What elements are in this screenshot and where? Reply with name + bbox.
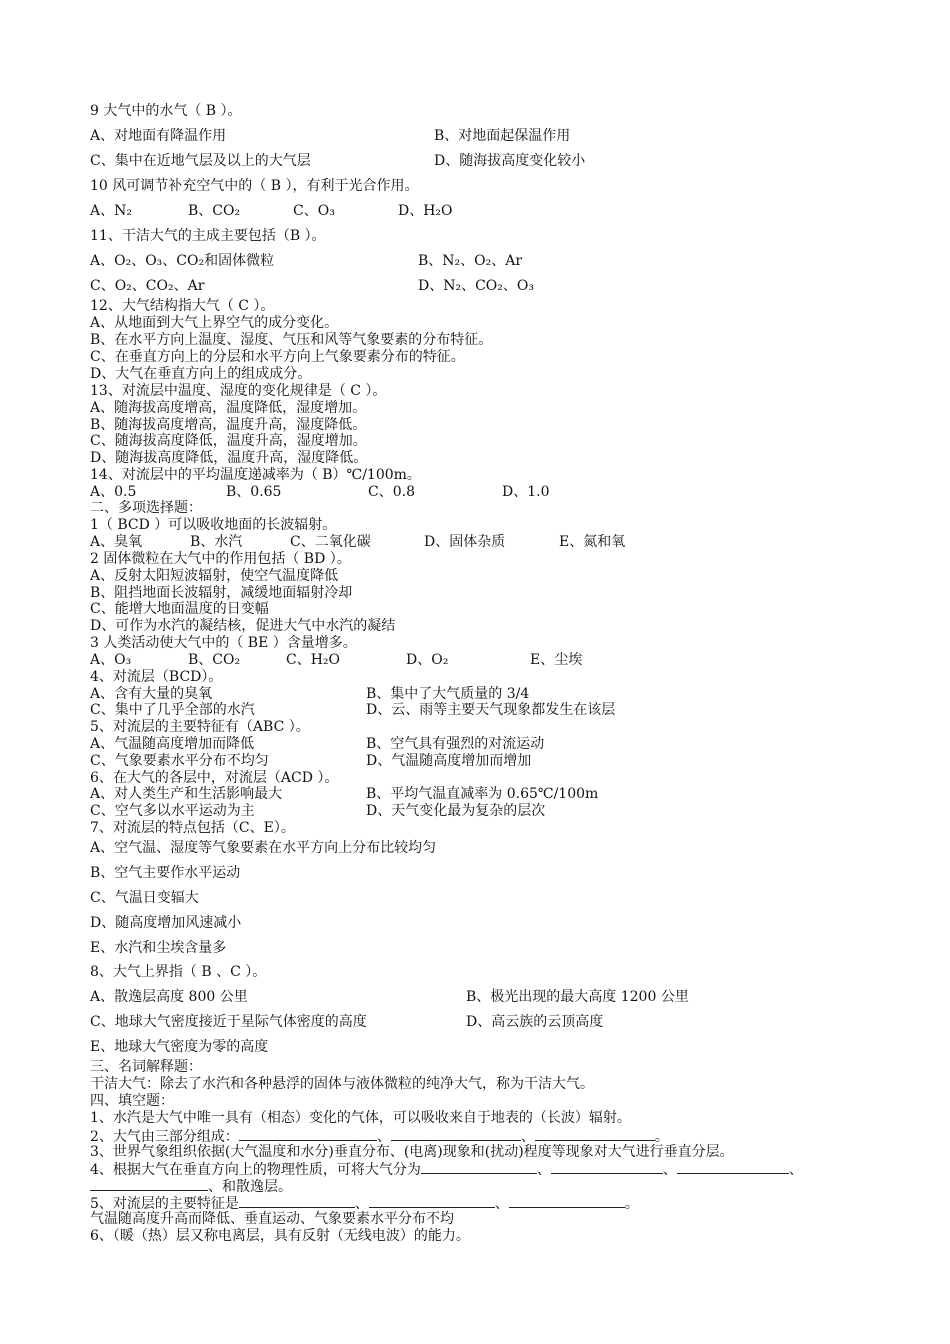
option-c: C、气温日变辐大 xyxy=(90,890,199,906)
option-a: A、O₂、O₃、CO₂和固体微粒 xyxy=(90,253,275,269)
option-c: C、二氧化碳 xyxy=(290,534,371,550)
option-d: D、气温随高度增加而增加 xyxy=(366,753,532,769)
option-c: C、地球大气密度接近于星际气体密度的高度 xyxy=(90,1014,367,1030)
option-a: A、空气温、湿度等气象要素在水平方向上分布比较均匀 xyxy=(90,840,437,856)
option-a: A、对地面有降温作用 xyxy=(90,128,227,144)
fill-3: 3、世界气象组织依据(大气温度和水分)垂直分布、(电离)现象和(扰动)程度等现象对大气进行垂直分层。 xyxy=(90,1144,734,1160)
m5-options-ab xyxy=(90,736,544,752)
question-7: 7、对流层的特点包括（C、E）。 xyxy=(90,820,295,836)
question-3: 3 人类活动使大气中的（ BE ）含量增多。 xyxy=(90,635,357,651)
q9-options-cd xyxy=(90,153,585,169)
option-b: B、空气主要作水平运动 xyxy=(90,865,241,881)
fill-5 xyxy=(90,1194,639,1212)
answer-blank xyxy=(551,1160,663,1174)
option-b: B、CO₂ xyxy=(188,652,241,668)
question-8: 8、大气上界指（ B 、C ）。 xyxy=(90,964,267,980)
option-d: D、高云族的云顶高度 xyxy=(466,1014,604,1030)
question-13: 13、对流层中温度、湿度的变化规律是（ C ）。 xyxy=(90,383,387,399)
answer-blank xyxy=(421,1160,537,1174)
fill-4 xyxy=(90,1160,803,1178)
option-c: C、O₃ xyxy=(293,203,335,219)
answer-blank xyxy=(90,1177,208,1191)
option-d: D、H₂O xyxy=(398,203,453,219)
fill-2-text: 2、大气由三部分组成： xyxy=(90,1129,239,1145)
m3-options xyxy=(90,652,582,668)
option-a: A、散逸层高度 800 公里 xyxy=(90,989,248,1005)
question-12: 12、大气结构指大气（ C ）。 xyxy=(90,298,275,314)
option-a: A、N₂ xyxy=(90,203,132,219)
option-a: A、从地面到大气上界空气的成分变化。 xyxy=(90,315,339,331)
option-d: D、O₂ xyxy=(406,652,449,668)
option-c: C、气象要素水平分布不均匀 xyxy=(90,753,269,769)
q11-options-ab xyxy=(90,253,522,269)
option-c: C、在垂直方向上的分层和水平方向上气象要素分布的特征。 xyxy=(90,349,465,365)
option-c: C、O₂、CO₂、Ar xyxy=(90,278,205,294)
m6-options-ab xyxy=(90,786,598,802)
option-b: B、水汽 xyxy=(190,534,243,550)
section-heading: 四、填空题： xyxy=(90,1093,174,1109)
option-b: B、N₂、O₂、Ar xyxy=(418,253,523,269)
question-9: 9 大气中的水气（ B ）。 xyxy=(90,103,242,119)
m4-options-cd xyxy=(90,702,615,718)
option-a: A、对人类生产和生活影响最大 xyxy=(90,786,283,802)
option-b: B、对地面起保温作用 xyxy=(434,128,571,144)
option-b: B、极光出现的最大高度 1200 公里 xyxy=(466,989,689,1005)
m6-options-cd xyxy=(90,803,545,819)
answer-blank xyxy=(239,1194,355,1208)
option-d: D、随海拔高度降低，温度升高，湿度降低。 xyxy=(90,450,368,466)
option-b: B、平均气温直减率为 0.65℃/100m xyxy=(366,786,599,802)
separator: 、 xyxy=(376,1129,391,1145)
fill-6: 6、（暖（热）层又称电离层，具有反射（无线电波）的能力。 xyxy=(90,1228,470,1244)
option-e: E、尘埃 xyxy=(530,652,583,668)
option-c: C、H₂O xyxy=(286,652,341,668)
question-11: 11、干洁大气的主成主要包括（B ）。 xyxy=(90,228,326,244)
separator: 、 xyxy=(494,1196,509,1212)
q9-options-ab xyxy=(90,128,570,144)
fill-1: 1、水汽是大气中唯一具有（相态）变化的气体，可以吸收来自于地表的（长波）辐射。 xyxy=(90,1110,631,1126)
option-a: A、气温随高度增加而降低 xyxy=(90,736,255,752)
option-d: D、随海拔高度变化较小 xyxy=(434,153,586,169)
option-c: C、能增大地面温度的日变幅 xyxy=(90,601,269,617)
option-a: A、O₃ xyxy=(90,652,132,668)
answer-blank xyxy=(677,1160,789,1174)
option-d: D、可作为水汽的凝结核，促进大气中水汽的凝结 xyxy=(90,618,396,634)
option-b: B、在水平方向上温度、湿度、气压和风等气象要素的分布特征。 xyxy=(90,332,493,348)
fill-4-text: 4、根据大气在垂直方向上的物理性质，可将大气分为 xyxy=(90,1162,421,1178)
option-d: D、1.0 xyxy=(502,484,550,500)
question-4: 4、对流层（BCD）。 xyxy=(90,669,223,685)
question-6: 6、在大气的各层中，对流层（ACD ）。 xyxy=(90,770,339,786)
section-heading: 二、多项选择题： xyxy=(90,500,202,516)
option-d: D、云、雨等主要天气现象都发生在该层 xyxy=(366,702,616,718)
m5-options-cd xyxy=(90,753,531,769)
option-e: E、氮和氧 xyxy=(559,534,626,550)
separator: 。 xyxy=(654,1129,669,1145)
answer-blank xyxy=(535,1127,655,1141)
fill-5-answer: 气温随高度升高而降低、垂直运动、气象要素水平分布不均 xyxy=(90,1211,454,1227)
option-a: A、0.5 xyxy=(90,484,137,500)
section-heading: 三、名词解释题： xyxy=(90,1059,202,1075)
option-b: B、集中了大气质量的 3/4 xyxy=(366,686,530,702)
option-a: A、随海拔高度增高，温度降低，湿度增加。 xyxy=(90,400,367,416)
separator: 、 xyxy=(536,1162,551,1178)
answer-blank xyxy=(239,1127,377,1141)
option-d: D、随高度增加风速减小 xyxy=(90,915,242,931)
separator: 。 xyxy=(624,1196,639,1212)
option-c: C、0.8 xyxy=(368,484,415,500)
option-e: E、地球大气密度为零的高度 xyxy=(90,1039,269,1055)
separator: 、 xyxy=(662,1162,677,1178)
question-1: 1（ BCD ）可以吸收地面的长波辐射。 xyxy=(90,517,337,533)
answer-blank xyxy=(509,1194,625,1208)
m8-options-cd xyxy=(90,1014,603,1030)
fill-5-text: 5、对流层的主要特征是 xyxy=(90,1196,239,1212)
question-14: 14、对流层中的平均温度递减率为（ B）℃/100m。 xyxy=(90,467,421,483)
separator: 、 xyxy=(520,1129,535,1145)
separator: 、 xyxy=(788,1162,803,1178)
option-b: B、随海拔高度增高，温度升高，湿度降低。 xyxy=(90,417,367,433)
option-c: C、随海拔高度降低，温度升高，湿度增加。 xyxy=(90,433,367,449)
option-b: B、空气具有强烈的对流运动 xyxy=(366,736,545,752)
option-b: B、CO₂ xyxy=(188,203,241,219)
q14-options xyxy=(90,484,550,500)
m8-options-ab xyxy=(90,989,689,1005)
fill-4-end: 、和散逸层。 xyxy=(208,1179,292,1195)
option-d: D、大气在垂直方向上的组成成分。 xyxy=(90,366,312,382)
option-b: B、0.65 xyxy=(226,484,282,500)
m4-options-ab xyxy=(90,686,529,702)
option-c: C、空气多以水平运动为主 xyxy=(90,803,255,819)
q10-options xyxy=(90,203,453,219)
option-a: A、含有大量的臭氧 xyxy=(90,686,213,702)
q11-options-cd xyxy=(90,278,534,294)
answer-blank xyxy=(369,1194,495,1208)
fill-2 xyxy=(90,1127,669,1145)
fill-4-cont xyxy=(90,1177,292,1195)
option-a: A、臭氧 xyxy=(90,534,143,550)
separator: 、 xyxy=(354,1196,369,1212)
option-d: D、固体杂质 xyxy=(424,534,506,550)
option-a: A、反射太阳短波辐射，使空气温度降低 xyxy=(90,568,339,584)
definition: 干洁大气：除去了水汽和各种悬浮的固体与液体微粒的纯净大气，称为干洁大气。 xyxy=(90,1076,594,1092)
m1-options xyxy=(90,534,625,550)
option-d: D、N₂、CO₂、O₃ xyxy=(418,278,534,294)
question-5: 5、对流层的主要特征有（ABC ）。 xyxy=(90,719,310,735)
option-e: E、水汽和尘埃含量多 xyxy=(90,940,227,956)
option-c: C、集中在近地气层及以上的大气层 xyxy=(90,153,311,169)
option-d: D、天气变化最为复杂的层次 xyxy=(366,803,546,819)
option-b: B、阻挡地面长波辐射，减缓地面辐射冷却 xyxy=(90,585,353,601)
question-2: 2 固体微粒在大气中的作用包括（ BD ）。 xyxy=(90,551,351,567)
answer-blank xyxy=(391,1127,521,1141)
option-c: C、集中了几乎全部的水汽 xyxy=(90,702,255,718)
question-10: 10 风可调节补充空气中的（ B ），有利于光合作用。 xyxy=(90,178,419,194)
